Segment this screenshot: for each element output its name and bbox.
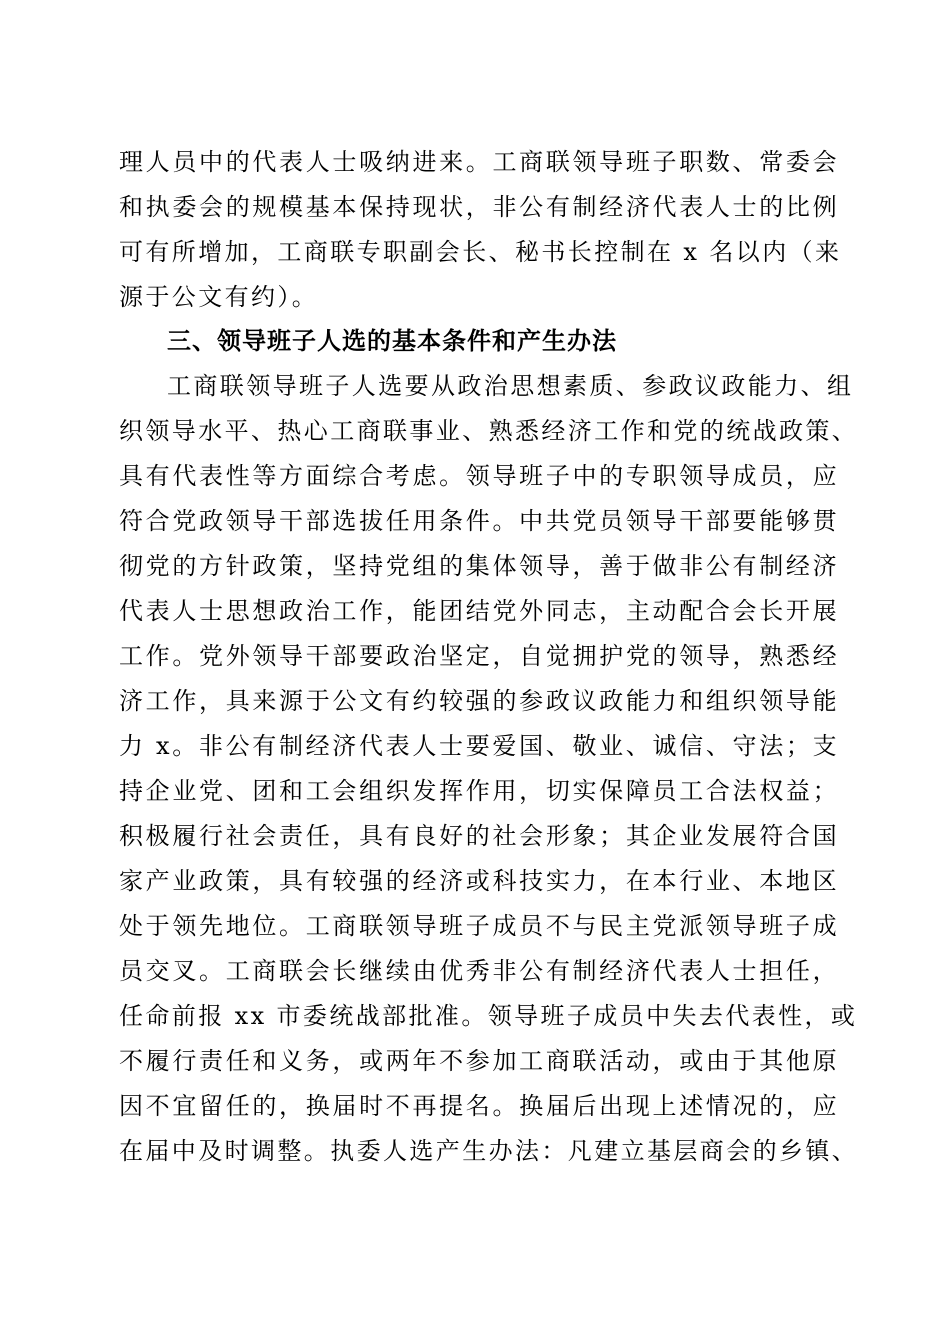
paragraph-2-line-13: 处于领先地位。工商联领导班子成员不与民主党派领导班子成: [119, 912, 839, 940]
paragraph-2-line-4: 符合党政领导干部选拔任用条件。中共党员领导干部要能够贯: [119, 507, 839, 535]
paragraph-2-line-17: 因不宜留任的，换届时不再提名。换届后出现上述情况的，应: [119, 1092, 839, 1120]
paragraph-2-line-12: 家产业政策，具有较强的经济或科技实力，在本行业、本地区: [119, 867, 839, 895]
paragraph-2-line-2: 织领导水平、热心工商联事业、熟悉经济工作和党的统战政策、: [119, 417, 859, 445]
paragraph-2-line-5: 彻党的方针政策，坚持党组的集体领导，善于做非公有制经济: [119, 552, 839, 580]
paragraph-2-line-8: 济工作，具来源于公文有约较强的参政议政能力和组织领导能: [119, 687, 839, 715]
section-heading: 三、领导班子人选的基本条件和产生办法: [167, 327, 617, 355]
paragraph-1-line-3: 可有所增加，工商联专职副会长、秘书长控制在 x 名以内（来: [119, 238, 842, 266]
paragraph-2-line-6: 代表人士思想政治工作，能团结党外同志，主动配合会长开展: [119, 597, 839, 625]
paragraph-2-line-15: 任命前报 xx 市委统战部批准。领导班子成员中失去代表性，或: [119, 1002, 858, 1030]
paragraph-2-line-9: 力 x。非公有制经济代表人士要爱国、敬业、诚信、守法；支: [119, 732, 839, 760]
paragraph-2-line-16: 不履行责任和义务，或两年不参加工商联活动，或由于其他原: [119, 1047, 839, 1075]
paragraph-2-line-3: 具有代表性等方面综合考虑。领导班子中的专职领导成员，应: [119, 462, 839, 490]
paragraph-2-line-1: 工商联领导班子人选要从政治思想素质、参政议政能力、组: [167, 372, 854, 400]
paragraph-2-line-11: 积极履行社会责任，具有良好的社会形象；其企业发展符合国: [119, 822, 839, 850]
paragraph-1-line-1: 理人员中的代表人士吸纳进来。工商联领导班子职数、常委会: [119, 148, 839, 176]
paragraph-2-line-7: 工作。党外领导干部要政治坚定，自觉拥护党的领导，熟悉经: [119, 642, 839, 670]
paragraph-1-line-4: 源于公文有约）。: [119, 283, 319, 311]
paragraph-2-line-18: 在届中及时调整。执委人选产生办法：凡建立基层商会的乡镇、: [119, 1137, 859, 1165]
paragraph-2-line-10: 持企业党、团和工会组织发挥作用，切实保障员工合法权益；: [119, 777, 839, 805]
paragraph-1-line-2: 和执委会的规模基本保持现状，非公有制经济代表人士的比例: [119, 193, 839, 221]
paragraph-2-line-14: 员交叉。工商联会长继续由优秀非公有制经济代表人士担任，: [119, 957, 839, 985]
